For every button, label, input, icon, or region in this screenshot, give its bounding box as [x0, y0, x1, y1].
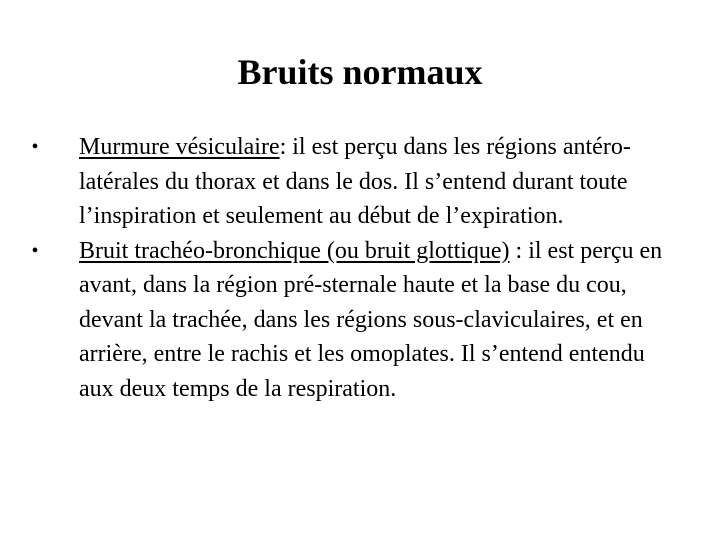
bullet-term: Murmure vésiculaire: [79, 134, 280, 160]
bullet-term: Bruit trachéo-bronchique (ou bruit glottique): [79, 237, 510, 264]
bullet-text: : il est perçu dans les régions antéro-latérales du thorax et dans le dos. Il s’entend durant toute l’inspiration et seulement au début de l’expiration.: [79, 134, 631, 229]
bullet-marker: •: [31, 239, 39, 262]
bullet-item-bruit-tracheo: [0, 234, 681, 407]
slide-title: Bruits normaux: [237, 52, 483, 92]
bullet-item-murmure: [0, 130, 681, 234]
bullet-marker: •: [31, 136, 39, 158]
bullet-list: [0, 130, 720, 406]
bullet-text: : il est perçu en avant, dans la région pré-sternale haute et la base du cou, devant la trachée, dans les régions sous-claviculaires, et en arrière, entre le rachis et les omoplates. Il s’entend entendu aux deux temps de la respiration.: [79, 237, 663, 402]
